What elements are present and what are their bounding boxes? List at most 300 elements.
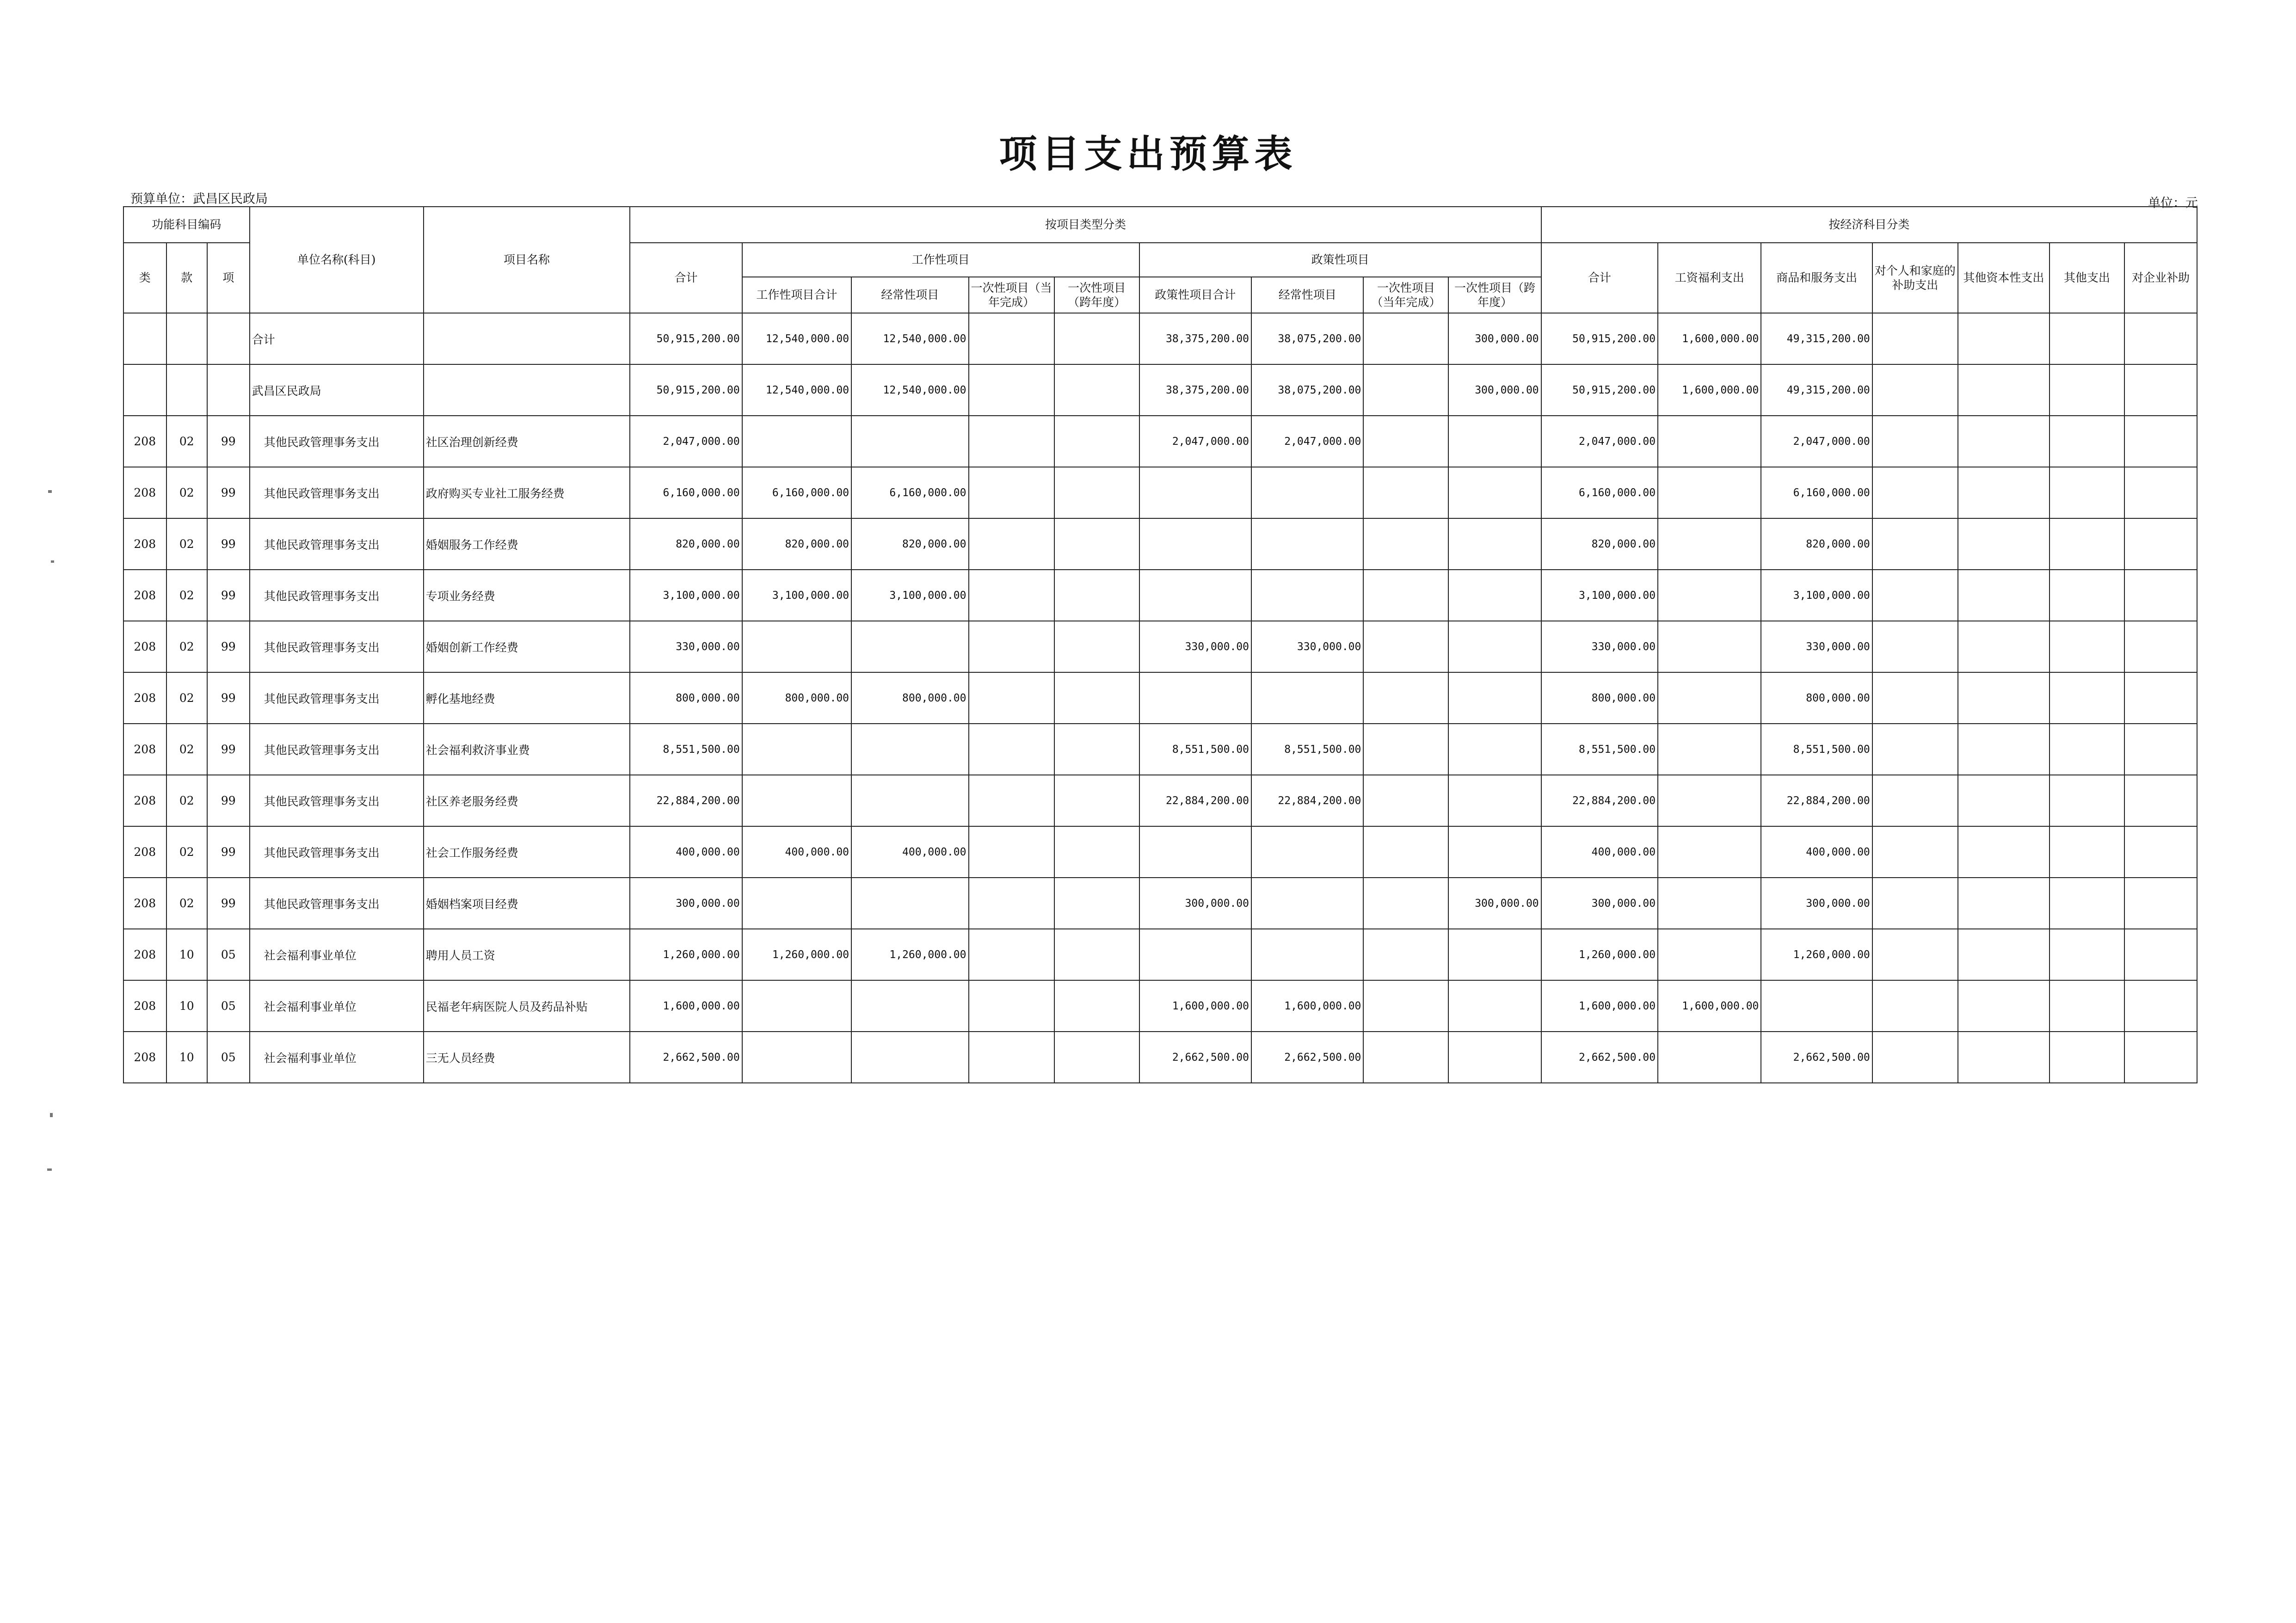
- table-row: [123, 518, 2197, 570]
- econ-capital-cell: [1958, 467, 2050, 518]
- policy-once-current-cell: [1363, 775, 1448, 826]
- econ-total-cell: 1,260,000.00: [1541, 929, 1658, 980]
- table-row: [123, 570, 2197, 621]
- policy-regular-cell: [1251, 878, 1363, 929]
- policy-regular-cell: 2,662,500.00: [1251, 1032, 1363, 1083]
- econ-other-cell: [2050, 621, 2124, 672]
- econ-other-cell: [2050, 1032, 2124, 1083]
- policy-regular-cell: [1251, 467, 1363, 518]
- policy-regular-header: 经常性项目: [1251, 277, 1363, 313]
- project-name-cell: 聘用人员工资: [424, 929, 630, 980]
- econ-enterprise-cell: [2124, 364, 2197, 416]
- kuan-cell: 02: [166, 416, 208, 467]
- econ-goods-cell: [1761, 980, 1872, 1032]
- kuan-cell: 02: [166, 621, 208, 672]
- work-once-multi-cell: [1054, 313, 1139, 364]
- policy-once-current-cell: [1363, 1032, 1448, 1083]
- lei-cell: 208: [123, 672, 166, 724]
- econ-other-cell: [2050, 724, 2124, 775]
- econ-other-cell: [2050, 672, 2124, 724]
- work-once-current-cell: [969, 1032, 1054, 1083]
- policy-once-multi-cell: [1448, 518, 1541, 570]
- econ-wage-cell: [1658, 570, 1761, 621]
- econ-other-cell: [2050, 980, 2124, 1032]
- table-row: [123, 878, 2197, 929]
- policy-total-cell: 38,375,200.00: [1139, 313, 1251, 364]
- policy-regular-cell: 1,600,000.00: [1251, 980, 1363, 1032]
- xiang-cell: 05: [207, 929, 250, 980]
- work-regular-cell: [851, 416, 968, 467]
- work-once-multi-cell: [1054, 929, 1139, 980]
- econ-goods-cell: 3,100,000.00: [1761, 570, 1872, 621]
- policy-once-multi-cell: [1448, 724, 1541, 775]
- econ-enterprise-cell: [2124, 1032, 2197, 1083]
- policy-once-multi-cell: [1448, 1032, 1541, 1083]
- econ-capital-cell: [1958, 775, 2050, 826]
- econ-other-cell: [2050, 313, 2124, 364]
- work-once-current-cell: [969, 416, 1054, 467]
- work-once-multi-cell: [1054, 1032, 1139, 1083]
- policy-total-cell: [1139, 826, 1251, 878]
- work-once-current-cell: [969, 364, 1054, 416]
- kuan-cell: 02: [166, 672, 208, 724]
- lei-cell: 208: [123, 416, 166, 467]
- policy-once-current-cell: [1363, 313, 1448, 364]
- project-name-cell: 孵化基地经费: [424, 672, 630, 724]
- table-row: [123, 929, 2197, 980]
- econ-goods-cell: 22,884,200.00: [1761, 775, 1872, 826]
- work-total-cell: [742, 980, 851, 1032]
- policy-once-multi-cell: 300,000.00: [1448, 313, 1541, 364]
- econ-wage-cell: [1658, 621, 1761, 672]
- work-total-cell: [742, 724, 851, 775]
- econ-total-cell: 330,000.00: [1541, 621, 1658, 672]
- total-cell: 820,000.00: [630, 518, 742, 570]
- econ-capital-cell: [1958, 364, 2050, 416]
- econ-goods-cell: 8,551,500.00: [1761, 724, 1872, 775]
- econ-enterprise-cell: [2124, 621, 2197, 672]
- kuan-cell: 10: [166, 980, 208, 1032]
- lei-cell: [123, 313, 166, 364]
- policy-regular-cell: 2,047,000.00: [1251, 416, 1363, 467]
- econ-subsidy-cell: [1872, 364, 1958, 416]
- unit-name-cell: 合计: [250, 313, 424, 364]
- econ-subsidy-cell: [1872, 775, 1958, 826]
- work-regular-cell: [851, 980, 968, 1032]
- econ-enterprise-cell: [2124, 570, 2197, 621]
- xiang-cell: 99: [207, 467, 250, 518]
- project-name-cell: 社会福利救济事业费: [424, 724, 630, 775]
- policy-once-current-cell: [1363, 416, 1448, 467]
- unit-name-cell: 其他民政管理事务支出: [250, 518, 424, 570]
- econ-capital-cell: [1958, 416, 2050, 467]
- policy-once-current-cell: [1363, 929, 1448, 980]
- econ-wage-cell: [1658, 826, 1761, 878]
- policy-once-current-cell: [1363, 980, 1448, 1032]
- econ-subsidy-cell: [1872, 467, 1958, 518]
- policy-once-current-cell: [1363, 467, 1448, 518]
- econ-capital-cell: [1958, 621, 2050, 672]
- unit-name-header: 单位名称(科目): [250, 207, 424, 313]
- econ-wage-cell: [1658, 775, 1761, 826]
- policy-once-multi-cell: [1448, 980, 1541, 1032]
- work-total-cell: [742, 416, 851, 467]
- total-cell: 50,915,200.00: [630, 364, 742, 416]
- work-once-multi-cell: [1054, 826, 1139, 878]
- econ-total-cell: 400,000.00: [1541, 826, 1658, 878]
- kuan-cell: [166, 364, 208, 416]
- policy-once-multi-cell: [1448, 929, 1541, 980]
- xiang-cell: 99: [207, 570, 250, 621]
- table-row: [123, 672, 2197, 724]
- policy-total-cell: [1139, 672, 1251, 724]
- project-type-header: 按项目类型分类: [630, 207, 1541, 243]
- work-once-multi-cell: [1054, 775, 1139, 826]
- total-cell: 1,260,000.00: [630, 929, 742, 980]
- work-regular-cell: [851, 724, 968, 775]
- policy-total-cell: [1139, 518, 1251, 570]
- xiang-cell: 99: [207, 672, 250, 724]
- lei-cell: 208: [123, 826, 166, 878]
- econ-capital-cell: [1958, 826, 2050, 878]
- econ-enterprise-cell: [2124, 518, 2197, 570]
- policy-regular-cell: 330,000.00: [1251, 621, 1363, 672]
- work-regular-cell: 3,100,000.00: [851, 570, 968, 621]
- econ-goods-cell: 800,000.00: [1761, 672, 1872, 724]
- work-regular-cell: [851, 878, 968, 929]
- work-once-current-cell: [969, 724, 1054, 775]
- table-row: [123, 621, 2197, 672]
- work-total-cell: 12,540,000.00: [742, 313, 851, 364]
- econ-total-cell: 820,000.00: [1541, 518, 1658, 570]
- econ-total-header: 合计: [1541, 243, 1658, 313]
- work-total-cell: [742, 775, 851, 826]
- table-row: [123, 364, 2197, 416]
- policy-regular-cell: 38,075,200.00: [1251, 364, 1363, 416]
- econ-total-cell: 1,600,000.00: [1541, 980, 1658, 1032]
- policy-regular-cell: [1251, 570, 1363, 621]
- xiang-cell: 99: [207, 416, 250, 467]
- xiang-cell: 99: [207, 826, 250, 878]
- kuan-cell: [166, 313, 208, 364]
- policy-regular-cell: 8,551,500.00: [1251, 724, 1363, 775]
- econ-goods-header: 商品和服务支出: [1761, 243, 1872, 313]
- econ-enterprise-cell: [2124, 826, 2197, 878]
- econ-wage-cell: [1658, 518, 1761, 570]
- project-name-cell: 三无人员经费: [424, 1032, 630, 1083]
- work-once-current-cell: [969, 518, 1054, 570]
- lei-cell: 208: [123, 621, 166, 672]
- project-name-cell: 社区治理创新经费: [424, 416, 630, 467]
- econ-total-cell: 2,047,000.00: [1541, 416, 1658, 467]
- policy-once-multi-cell: 300,000.00: [1448, 364, 1541, 416]
- project-name-cell: 婚姻服务工作经费: [424, 518, 630, 570]
- work-regular-cell: 1,260,000.00: [851, 929, 968, 980]
- work-regular-cell: [851, 775, 968, 826]
- econ-total-cell: 50,915,200.00: [1541, 313, 1658, 364]
- policy-regular-cell: [1251, 672, 1363, 724]
- work-regular-cell: 400,000.00: [851, 826, 968, 878]
- total-header: 合计: [630, 243, 742, 313]
- page-title: 项目支出预算表: [999, 132, 1297, 176]
- policy-total-cell: 300,000.00: [1139, 878, 1251, 929]
- xiang-cell: 99: [207, 775, 250, 826]
- econ-class-header: 按经济科目分类: [1541, 207, 2197, 243]
- total-cell: 3,100,000.00: [630, 570, 742, 621]
- lei-cell: 208: [123, 980, 166, 1032]
- econ-subsidy-cell: [1872, 672, 1958, 724]
- policy-once-multi-cell: [1448, 826, 1541, 878]
- econ-goods-cell: 2,047,000.00: [1761, 416, 1872, 467]
- work-regular-cell: 12,540,000.00: [851, 313, 968, 364]
- lei-cell: 208: [123, 570, 166, 621]
- work-once-current-cell: [969, 826, 1054, 878]
- xiang-header: 项: [207, 243, 250, 313]
- policy-once-current-cell: [1363, 518, 1448, 570]
- econ-capital-cell: [1958, 1032, 2050, 1083]
- xiang-cell: [207, 364, 250, 416]
- currency-unit-label: 单位：元: [2148, 196, 2198, 210]
- econ-capital-cell: [1958, 724, 2050, 775]
- econ-subsidy-cell: [1872, 826, 1958, 878]
- econ-goods-cell: 49,315,200.00: [1761, 364, 1872, 416]
- policy-total-cell: [1139, 467, 1251, 518]
- unit-name-cell: 其他民政管理事务支出: [250, 826, 424, 878]
- work-once-multi-cell: [1054, 878, 1139, 929]
- policy-total-cell: 8,551,500.00: [1139, 724, 1251, 775]
- policy-total-cell: [1139, 570, 1251, 621]
- work-projects-header: 工作性项目: [742, 243, 1139, 277]
- xiang-cell: 05: [207, 1032, 250, 1083]
- policy-projects-header: 政策性项目: [1139, 243, 1541, 277]
- econ-capital-header: 其他资本性支出: [1958, 243, 2050, 313]
- policy-once-multi-cell: [1448, 672, 1541, 724]
- econ-other-cell: [2050, 416, 2124, 467]
- policy-regular-cell: [1251, 826, 1363, 878]
- total-cell: 800,000.00: [630, 672, 742, 724]
- xiang-cell: 05: [207, 980, 250, 1032]
- policy-total-header: 政策性项目合计: [1139, 277, 1251, 313]
- econ-wage-cell: [1658, 929, 1761, 980]
- work-total-cell: [742, 878, 851, 929]
- econ-wage-cell: [1658, 1032, 1761, 1083]
- policy-total-cell: 2,047,000.00: [1139, 416, 1251, 467]
- total-cell: 400,000.00: [630, 826, 742, 878]
- project-name-cell: [424, 364, 630, 416]
- econ-total-cell: 2,662,500.00: [1541, 1032, 1658, 1083]
- econ-wage-cell: 1,600,000.00: [1658, 313, 1761, 364]
- policy-total-cell: 1,600,000.00: [1139, 980, 1251, 1032]
- lei-cell: 208: [123, 724, 166, 775]
- work-once-current-cell: [969, 775, 1054, 826]
- econ-goods-cell: 330,000.00: [1761, 621, 1872, 672]
- project-name-cell: [424, 313, 630, 364]
- econ-goods-cell: 49,315,200.00: [1761, 313, 1872, 364]
- xiang-cell: 99: [207, 724, 250, 775]
- policy-regular-cell: 22,884,200.00: [1251, 775, 1363, 826]
- lei-cell: 208: [123, 1032, 166, 1083]
- work-once-current-cell: [969, 467, 1054, 518]
- econ-other-cell: [2050, 467, 2124, 518]
- unit-name-cell: 武昌区民政局: [250, 364, 424, 416]
- budget-table-body: [123, 313, 2197, 1083]
- policy-total-cell: 2,662,500.00: [1139, 1032, 1251, 1083]
- project-name-cell: 政府购买专业社工服务经费: [424, 467, 630, 518]
- work-regular-cell: 820,000.00: [851, 518, 968, 570]
- econ-other-cell: [2050, 878, 2124, 929]
- econ-wage-header: 工资福利支出: [1658, 243, 1761, 313]
- lei-cell: 208: [123, 929, 166, 980]
- kuan-cell: 10: [166, 929, 208, 980]
- econ-goods-cell: 820,000.00: [1761, 518, 1872, 570]
- econ-goods-cell: 2,662,500.00: [1761, 1032, 1872, 1083]
- table-row: [123, 313, 2197, 364]
- econ-total-cell: 22,884,200.00: [1541, 775, 1658, 826]
- econ-goods-cell: 300,000.00: [1761, 878, 1872, 929]
- policy-once-multi-header: 一次性项目（跨年度）: [1448, 277, 1541, 313]
- table-row: [123, 826, 2197, 878]
- table-row: [123, 467, 2197, 518]
- work-once-multi-cell: [1054, 467, 1139, 518]
- econ-wage-cell: [1658, 467, 1761, 518]
- policy-total-cell: 22,884,200.00: [1139, 775, 1251, 826]
- table-row: [123, 775, 2197, 826]
- econ-wage-cell: [1658, 724, 1761, 775]
- econ-total-cell: 8,551,500.00: [1541, 724, 1658, 775]
- work-once-multi-cell: [1054, 724, 1139, 775]
- policy-once-current-cell: [1363, 724, 1448, 775]
- kuan-cell: 02: [166, 826, 208, 878]
- unit-name-cell: 社会福利事业单位: [250, 1032, 424, 1083]
- kuan-cell: 02: [166, 570, 208, 621]
- work-regular-cell: 800,000.00: [851, 672, 968, 724]
- project-name-cell: 民福老年病医院人员及药品补贴: [424, 980, 630, 1032]
- policy-once-multi-cell: [1448, 416, 1541, 467]
- policy-once-multi-cell: [1448, 467, 1541, 518]
- econ-subsidy-cell: [1872, 980, 1958, 1032]
- econ-other-cell: [2050, 364, 2124, 416]
- econ-total-cell: 50,915,200.00: [1541, 364, 1658, 416]
- kuan-cell: 02: [166, 724, 208, 775]
- unit-name-cell: 其他民政管理事务支出: [250, 724, 424, 775]
- total-cell: 330,000.00: [630, 621, 742, 672]
- econ-other-cell: [2050, 775, 2124, 826]
- project-name-header: 项目名称: [424, 207, 630, 313]
- econ-capital-cell: [1958, 878, 2050, 929]
- total-cell: 8,551,500.00: [630, 724, 742, 775]
- unit-name-cell: 其他民政管理事务支出: [250, 416, 424, 467]
- econ-other-cell: [2050, 826, 2124, 878]
- econ-enterprise-cell: [2124, 313, 2197, 364]
- econ-total-cell: 800,000.00: [1541, 672, 1658, 724]
- kuan-cell: 02: [166, 467, 208, 518]
- work-once-multi-cell: [1054, 518, 1139, 570]
- kuan-header: 款: [166, 243, 208, 313]
- policy-once-current-cell: [1363, 878, 1448, 929]
- policy-regular-cell: [1251, 929, 1363, 980]
- econ-capital-cell: [1958, 980, 2050, 1032]
- xiang-cell: 99: [207, 518, 250, 570]
- econ-enterprise-cell: [2124, 724, 2197, 775]
- econ-enterprise-cell: [2124, 775, 2197, 826]
- econ-other-cell: [2050, 518, 2124, 570]
- econ-goods-cell: 400,000.00: [1761, 826, 1872, 878]
- econ-wage-cell: [1658, 672, 1761, 724]
- policy-once-current-cell: [1363, 364, 1448, 416]
- econ-total-cell: 3,100,000.00: [1541, 570, 1658, 621]
- econ-capital-cell: [1958, 518, 2050, 570]
- econ-subsidy-cell: [1872, 621, 1958, 672]
- econ-subsidy-header: 对个人和家庭的补助支出: [1872, 243, 1958, 313]
- econ-other-cell: [2050, 570, 2124, 621]
- econ-capital-cell: [1958, 929, 2050, 980]
- total-cell: 22,884,200.00: [630, 775, 742, 826]
- total-cell: 50,915,200.00: [630, 313, 742, 364]
- policy-once-multi-cell: [1448, 621, 1541, 672]
- econ-subsidy-cell: [1872, 416, 1958, 467]
- work-once-multi-cell: [1054, 364, 1139, 416]
- policy-once-multi-cell: [1448, 570, 1541, 621]
- xiang-cell: [207, 313, 250, 364]
- unit-name-cell: 其他民政管理事务支出: [250, 775, 424, 826]
- work-total-cell: [742, 621, 851, 672]
- unit-name-cell: 其他民政管理事务支出: [250, 621, 424, 672]
- policy-once-current-cell: [1363, 672, 1448, 724]
- econ-enterprise-cell: [2124, 467, 2197, 518]
- work-total-cell: 12,540,000.00: [742, 364, 851, 416]
- table-row: [123, 416, 2197, 467]
- work-total-cell: 800,000.00: [742, 672, 851, 724]
- econ-goods-cell: 6,160,000.00: [1761, 467, 1872, 518]
- econ-enterprise-cell: [2124, 980, 2197, 1032]
- budget-table: [123, 206, 2198, 1083]
- total-cell: 300,000.00: [630, 878, 742, 929]
- policy-once-current-header: 一次性项目（当年完成）: [1363, 277, 1448, 313]
- policy-regular-cell: [1251, 518, 1363, 570]
- econ-enterprise-header: 对企业补助: [2124, 243, 2197, 313]
- lei-cell: 208: [123, 878, 166, 929]
- scan-specks: [46, 490, 60, 1230]
- policy-once-current-cell: [1363, 621, 1448, 672]
- project-name-cell: 社会工作服务经费: [424, 826, 630, 878]
- econ-enterprise-cell: [2124, 929, 2197, 980]
- policy-total-cell: 330,000.00: [1139, 621, 1251, 672]
- project-name-cell: 专项业务经费: [424, 570, 630, 621]
- lei-cell: 208: [123, 518, 166, 570]
- xiang-cell: 99: [207, 878, 250, 929]
- total-cell: 2,047,000.00: [630, 416, 742, 467]
- econ-subsidy-cell: [1872, 878, 1958, 929]
- econ-subsidy-cell: [1872, 1032, 1958, 1083]
- work-regular-cell: 12,540,000.00: [851, 364, 968, 416]
- econ-subsidy-cell: [1872, 929, 1958, 980]
- econ-subsidy-cell: [1872, 518, 1958, 570]
- econ-wage-cell: 1,600,000.00: [1658, 980, 1761, 1032]
- kuan-cell: 02: [166, 775, 208, 826]
- kuan-cell: 10: [166, 1032, 208, 1083]
- econ-other-cell: [2050, 929, 2124, 980]
- policy-total-cell: [1139, 929, 1251, 980]
- total-cell: 2,662,500.00: [630, 1032, 742, 1083]
- work-once-current-header: 一次性项目（当年完成）: [969, 277, 1054, 313]
- work-total-header: 工作性项目合计: [742, 277, 851, 313]
- econ-total-cell: 300,000.00: [1541, 878, 1658, 929]
- unit-name-cell: 其他民政管理事务支出: [250, 570, 424, 621]
- econ-total-cell: 6,160,000.00: [1541, 467, 1658, 518]
- table-row: [123, 1032, 2197, 1083]
- econ-wage-cell: [1658, 416, 1761, 467]
- econ-goods-cell: 1,260,000.00: [1761, 929, 1872, 980]
